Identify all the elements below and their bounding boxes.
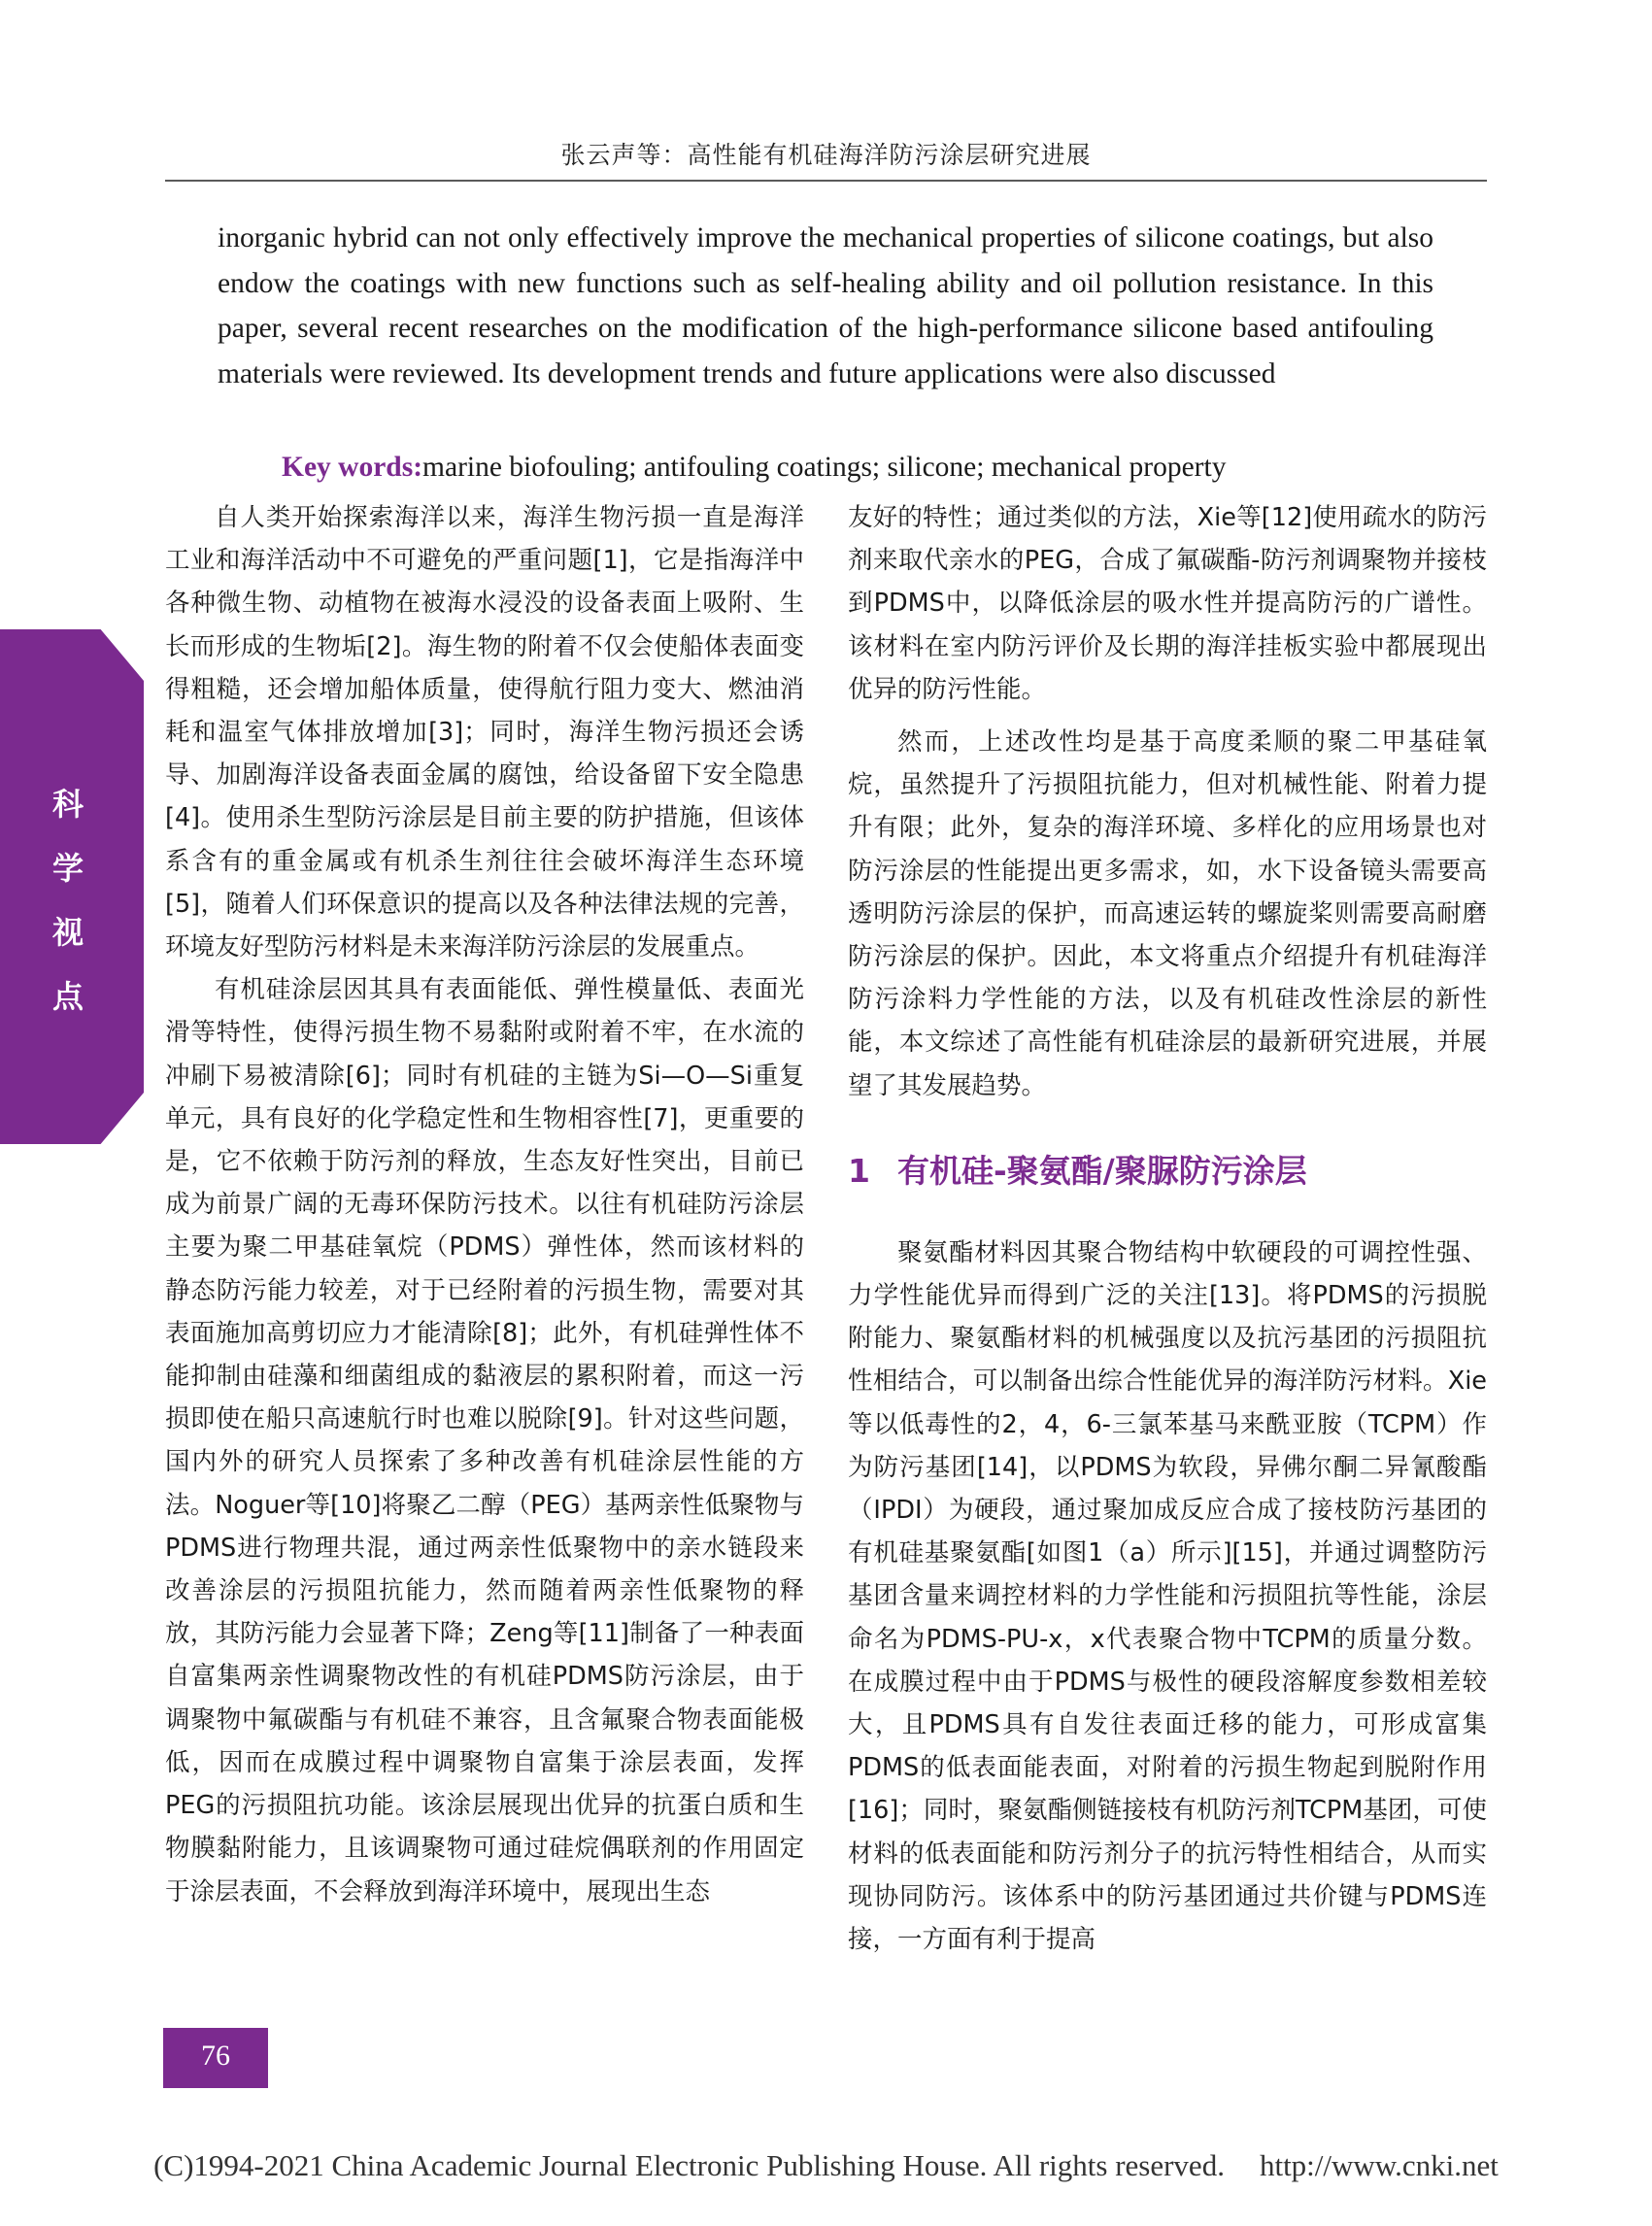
running-head: 张云声等：高性能有机硅海洋防污涂层研究进展 xyxy=(560,141,1092,169)
left-column xyxy=(165,496,804,1913)
header-rule xyxy=(165,180,1487,182)
abstract-continuation: inorganic hybrid can not only effectively improve the mechanical properties of silicone coatings, but also endow the coatings with new functions such as self-healing ability and oil pollution resistance. In this paper, several recent researches on the modification of the high-performance silicone based antifouling materials were reviewed. Its development trends and future applications were also discussed xyxy=(218,222,1433,389)
side-tab-label xyxy=(39,772,97,1029)
section-heading xyxy=(848,1150,1487,1193)
body-paragraph-continued: 友好的特性；通过类似的方法，Xie等[12]使用疏水的防污剂来取代亲水的PEG，合成了氟碳酯-防污剂调聚物并接枝到PDMS中，以降低涂层的吸水性并提高防污的广谱性。该材料在室内防污评价及长期的海洋挂板实验中都展现出优异的防污性能。 xyxy=(848,503,1487,704)
footer-url[interactable]: http://www.cnki.net xyxy=(1259,2148,1499,2182)
body-paragraph: 有机硅涂层因其具有表面能低、弹性模量低、表面光滑等特性，使得污损生物不易黏附或附着不牢，在水流的冲刷下易被清除[6]；同时有机硅的主链为Si—O—Si重复单元，具有良好的化学稳定性和生物相容性[7]，更重要的是，它不依赖于防污剂的释放，生态友好性突出，目前已成为前景广阔的无毒环保防污技术。以往有机硅防污涂层主要为聚二甲基硅氧烷（PDMS）弹性体，然而该材料的静态防污能力较差，对于已经附着的污损生物，需要对其表面施加高剪切应力才能清除[8]；此外，有机硅弹性体不能抑制由硅藻和细菌组成的黏液层的累积附着，而这一污损即使在船只高速航行时也难以脱除[9]。针对这些问题，国内外的研究人员探索了多种改善有机硅涂层性能的方法。Noguer等[10]将聚乙二醇（PEG）基两亲性低聚物与PDMS进行物理共混，通过两亲性低聚物中的亲水链段来改善涂层的污损阻抗能力，然而随着两亲性低聚物的释放，其防污能力会显著下降；Zeng等[11]制备了一种表面自富集两亲性调聚物改性的有机硅PDMS防污涂层，由于调聚物中氟碳酯与有机硅不兼容，且含氟聚合物表面能极低，因而在成膜过程中调聚物自富集于涂层表面，发挥PEG的污损阻抗功能。该涂层展现出优异的抗蛋白质和生物膜黏附能力，且该调聚物可通过硅烷偶联剂的作用固定于涂层表面，不会释放到海洋环境中，展现出生态 xyxy=(165,975,804,1906)
keywords-label: Key words: xyxy=(282,452,423,483)
side-tab-char: 点 xyxy=(51,978,84,1015)
right-column xyxy=(848,496,1487,1961)
body-paragraph: 聚氨酯材料因其聚合物结构中软硬段的可调控性强、力学性能优异而得到广泛的关注[13]。将PDMS的污损脱附能力、聚氨酯材料的机械强度以及抗污基团的污损阻抗性相结合，可以制备出综合性能优异的海洋防污材料。Xie等以低毒性的2，4，6-三氯苯基马来酰亚胺（TCPM）作为防污基团[14]，以PDMS为软段，异佛尔酮二异氰酸酯（IPDI）为硬段，通过聚加成反应合成了接枝防污基团的有机硅基聚氨酯[如图1（a）所示][15]，并通过调整防污基团含量来调控材料的力学性能和污损阻抗等性能，涂层命名为PDMS-PU-x，x代表聚合物中TCPM的质量分数。在成膜过程中由于PDMS与极性的硬段溶解度参数相差较大，且PDMS具有自发往表面迁移的能力，可形成富集PDMS的低表面能表面，对附着的污损生物起到脱附作用[16]；同时，聚氨酯侧链接枝有机防污剂TCPM基团，可使材料的低表面能和防污剂分子的抗污特性相结合，从而实现协同防污。该体系中的防污基团通过共价键与PDMS连接，一方面有利于提高 xyxy=(848,1237,1487,1955)
body-paragraph: 自人类开始探索海洋以来，海洋生物污损一直是海洋工业和海洋活动中不可避免的严重问题[1]，它是指海洋中各种微生物、动植物在被海水浸没的设备表面上吸附、生长而形成的生物垢[2]。海生物的附着不仅会使船体表面变得粗糙，还会增加船体质量，使得航行阻力变大、燃油消耗和温室气体排放增加[3]；同时，海洋生物污损还会诱导、加剧海洋设备表面金属的腐蚀，给设备留下安全隐患[4]。使用杀生型防污涂层是目前主要的防护措施，但该体系含有的重金属或有机杀生剂往往会破坏海洋生态环境[5]，随着人们环保意识的提高以及各种法律法规的完善，环境友好型防污材料是未来海洋防污涂层的发展重点。 xyxy=(165,503,804,962)
section-number: 1 xyxy=(848,1151,870,1190)
footer-copyright: (C)1994-2021 China Academic Journal Electronic Publishing House. All rights reserved. xyxy=(153,2148,1225,2182)
section-title: 有机硅-聚氨酯/聚脲防污涂层 xyxy=(896,1151,1307,1190)
body-paragraph: 然而，上述改性均是基于高度柔顺的聚二甲基硅氧烷，虽然提升了污损阻抗能力，但对机械性能、附着力提升有限；此外，复杂的海洋环境、多样化的应用场景也对防污涂层的性能提出更多需求，如，水下设备镜头需要高透明防污涂层的保护，而高速运转的螺旋桨则需要高耐磨防污涂层的保护。因此，本文将重点介绍提升有机硅海洋防污涂料力学性能的方法，以及有机硅改性涂层的新性能，本文综述了高性能有机硅涂层的最新研究进展，并展望了其发展趋势。 xyxy=(848,727,1487,1100)
page-number: 76 xyxy=(201,2040,230,2072)
side-tab-char: 视 xyxy=(51,914,84,951)
side-tab-char: 学 xyxy=(51,850,84,887)
keywords-text: marine biofouling; antifouling coatings; silicone; mechanical property xyxy=(422,452,1227,483)
keywords-line xyxy=(282,445,1447,489)
footer xyxy=(0,2148,1652,2183)
side-tab-char: 科 xyxy=(51,786,84,823)
